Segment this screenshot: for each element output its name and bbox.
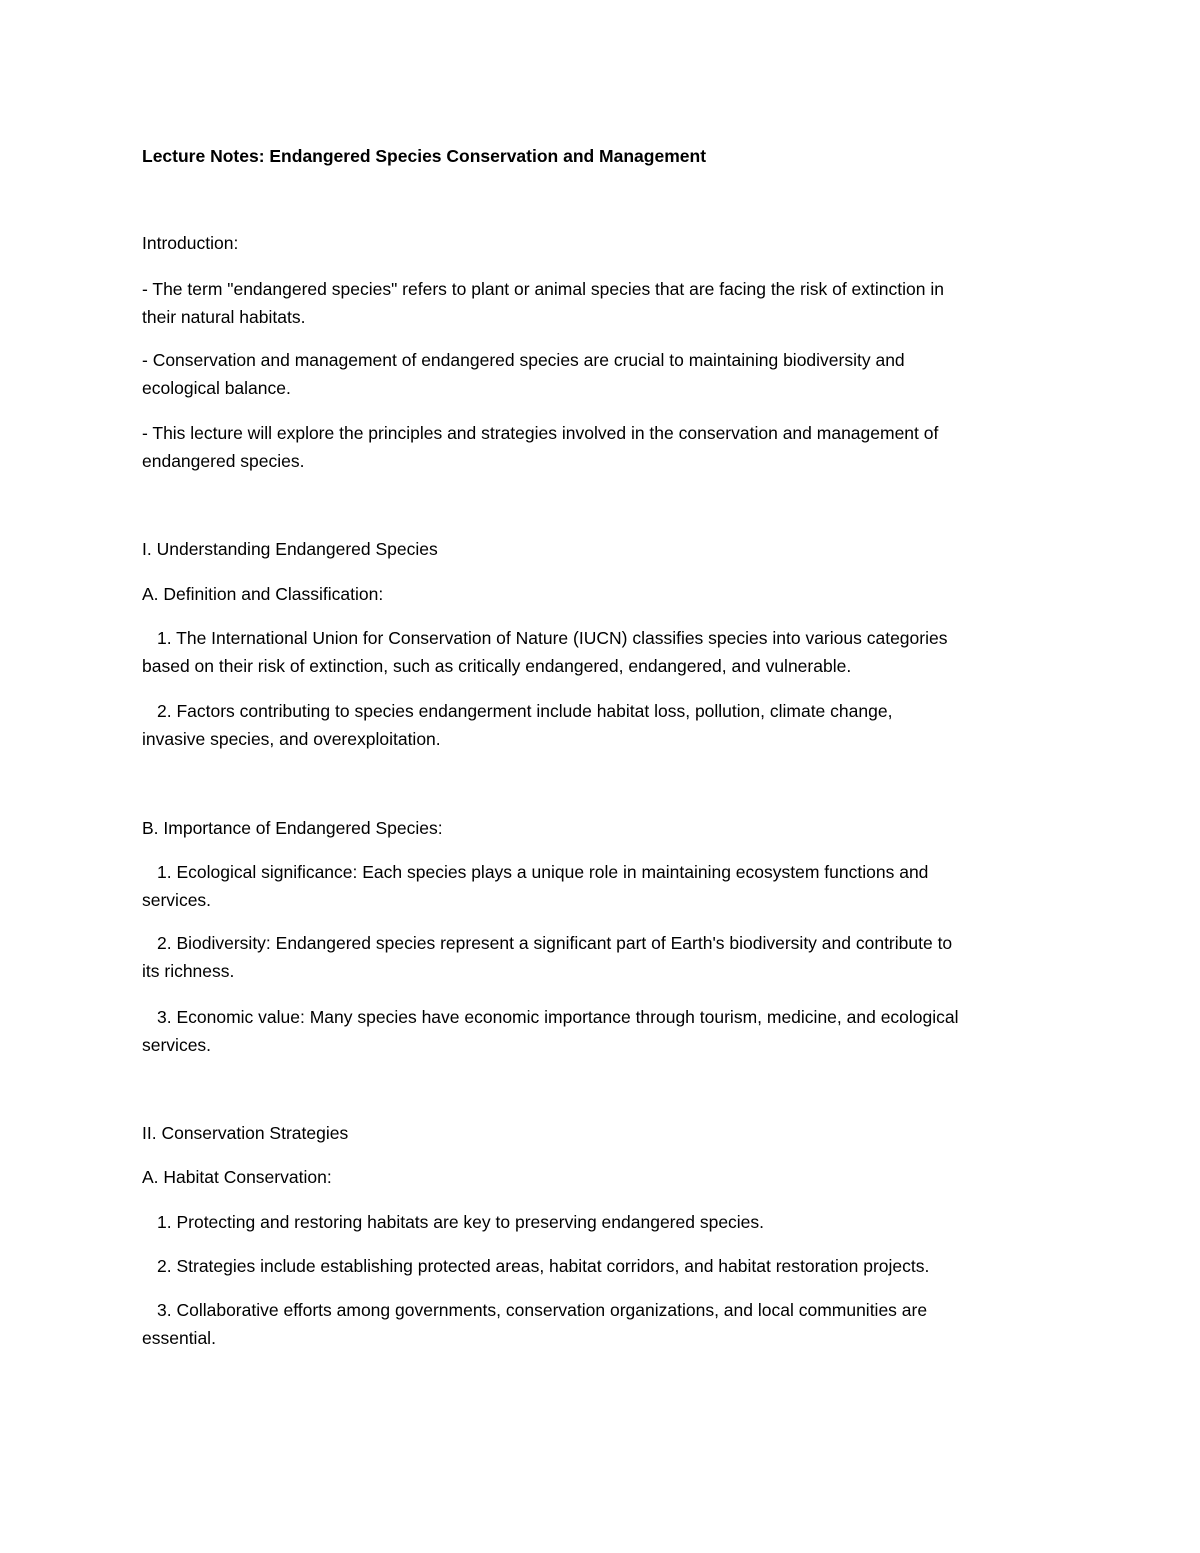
section-1-heading: I. Understanding Endangered Species bbox=[142, 539, 438, 559]
document-title: Lecture Notes: Endangered Species Conservation and Management bbox=[142, 146, 707, 166]
section-1b-item-3-line-1: 3. Economic value: Many species have economic importance through tourism, medicine, and ecological bbox=[157, 1007, 959, 1027]
section-1a-heading: A. Definition and Classification: bbox=[142, 584, 384, 604]
section-1a-item-1-line-1: 1. The International Union for Conservation of Nature (IUCN) classifies species into various categories bbox=[157, 628, 948, 648]
section-1b-item-1-line-1: 1. Ecological significance: Each species plays a unique role in maintaining ecosystem functions and bbox=[157, 862, 929, 882]
section-2a-heading: A. Habitat Conservation: bbox=[142, 1167, 332, 1187]
intro-bullet-3-line-1: - This lecture will explore the principles and strategies involved in the conservation and management of bbox=[142, 423, 939, 443]
intro-bullet-2-line-2: ecological balance. bbox=[142, 378, 291, 398]
section-2a-item-1-line-1: 1. Protecting and restoring habitats are key to preserving endangered species. bbox=[157, 1212, 765, 1232]
intro-bullet-2-line-1: - Conservation and management of endangered species are crucial to maintaining biodiversity and bbox=[142, 350, 905, 370]
intro-bullet-1-line-1: - The term "endangered species" refers to plant or animal species that are facing the risk of extinction in bbox=[142, 279, 944, 299]
section-1b-item-2-line-1: 2. Biodiversity: Endangered species represent a significant part of Earth's biodiversity and contribute to bbox=[157, 933, 953, 953]
section-2a-item-3-line-2: essential. bbox=[142, 1328, 216, 1348]
section-1b-item-2-line-2: its richness. bbox=[142, 961, 235, 981]
section-1a-item-2-line-1: 2. Factors contributing to species endangerment include habitat loss, pollution, climate change, bbox=[157, 701, 893, 721]
section-1a-item-1-line-2: based on their risk of extinction, such as critically endangered, endangered, and vulnerable. bbox=[142, 656, 852, 676]
section-2a-item-2-line-1: 2. Strategies include establishing protected areas, habitat corridors, and habitat restoration projects. bbox=[157, 1256, 930, 1276]
section-1b-item-3-line-2: services. bbox=[142, 1035, 212, 1055]
section-1b-heading: B. Importance of Endangered Species: bbox=[142, 818, 443, 838]
section-1a-item-2-line-2: invasive species, and overexploitation. bbox=[142, 729, 441, 749]
intro-bullet-1-line-2: their natural habitats. bbox=[142, 307, 306, 327]
intro-heading: Introduction: bbox=[142, 233, 239, 253]
section-1b-item-1-line-2: services. bbox=[142, 890, 212, 910]
section-2a-item-3-line-1: 3. Collaborative efforts among governments, conservation organizations, and local communities are bbox=[157, 1300, 928, 1320]
intro-bullet-3-line-2: endangered species. bbox=[142, 451, 305, 471]
section-2-heading: II. Conservation Strategies bbox=[142, 1123, 349, 1143]
